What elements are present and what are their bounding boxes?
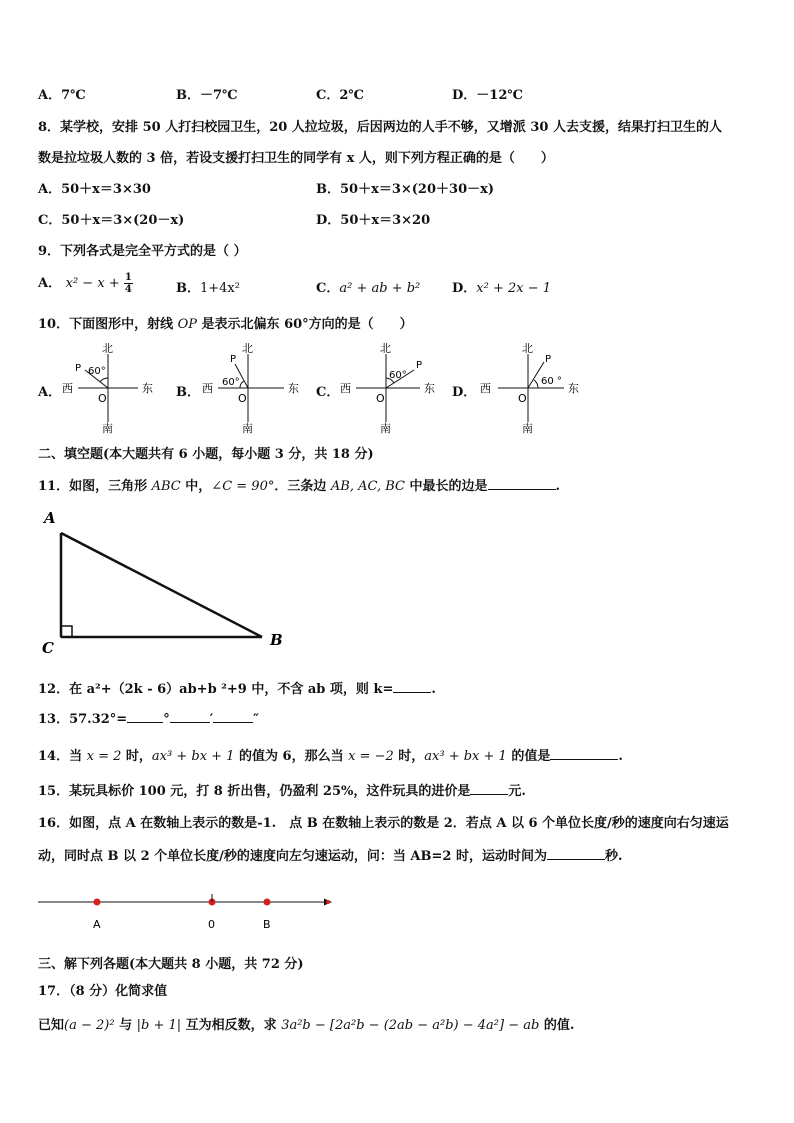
answer-blank[interactable] [393,680,431,693]
label-south: 南 [102,422,113,435]
point-a [94,899,101,906]
answer-blank-minutes[interactable] [170,710,210,723]
answer-blank[interactable] [550,747,618,760]
vertex-a: A [44,509,56,527]
q10-option-c-label: C． [316,385,340,400]
answer-blank[interactable] [488,477,556,490]
label-angle: 60° [88,366,106,377]
label-origin: O [518,392,527,405]
vertex-b: B [270,631,283,649]
q13-stem: 13．57.32°= ° ′ ″ [38,712,259,727]
q9-stem: 9．下列各式是完全平方式的是（ ） [38,244,247,259]
q10-option-d-label: D． [452,385,477,400]
label-north: 北 [242,342,253,355]
q16-number-line [36,888,336,938]
vertex-c: C [42,639,54,657]
compass-diagram-a [78,354,138,422]
label-angle: 60 ° [541,376,562,387]
q7-option-a: A．7℃ [38,88,86,103]
q8-stem-line2: 数是拉垃圾人数的 3 倍，若设支援打扫卫生的同学有 x 人，则下列方程正确的是（ ） [38,151,554,166]
q8-option-c: C．50＋x＝3×(20－x) [38,213,185,228]
q11-stem: 11．如图，三角形 ABC 中，∠C = 90°．三条边 AB, AC, BC 中最长的边是 . [38,479,561,494]
q9-option-b: B．1+4x² [176,281,240,296]
q17-stem: 已知(a − 2)² 与 |b + 1| 互为相反数，求 3a²b − [2a²b − (2ab − a²b) − 4a²] − ab 的值. [38,1018,575,1033]
q10-option-a-label: A． [38,385,62,400]
label-east: 东 [288,382,299,395]
axis-end-dot [326,900,330,904]
q10-stem: 10．下面图形中，射线 OP 是表示北偏东 60°方向的是（ ） [38,317,413,332]
label-west: 西 [340,382,351,395]
label-north: 北 [522,342,533,355]
label-angle: 60° [222,377,240,388]
label-north: 北 [380,342,391,355]
label-west: 西 [62,382,73,395]
label-east: 东 [568,382,579,395]
q8-stem-line1: 8．某学校，安排 50 人打扫校园卫生，20 人拉垃圾，后因两边的人手不够，又增派 30 人去支援，结果打扫卫生的人 [38,120,722,135]
q7-option-b: B．－7℃ [176,88,238,103]
answer-blank-degrees[interactable] [127,710,163,723]
label-o: 0 [208,918,215,931]
label-south: 南 [522,422,533,435]
q7-option-d: D．－12℃ [452,88,523,103]
point-b [264,899,271,906]
q7-option-c: C．2℃ [316,88,364,103]
label-origin: O [238,392,247,405]
label-a: A [93,918,101,931]
fraction-one-quarter: $\frac{1}{4}$ [124,272,132,295]
label-p: P [416,360,423,371]
label-west: 西 [480,382,491,395]
section-2-heading: 二、填空题(本大题共有 6 小题，每小题 3 分，共 18 分) [38,447,374,462]
label-east: 东 [424,382,435,395]
label-north: 北 [102,342,113,355]
section-3-heading: 三、解下列各题(本大题共 8 小题，共 72 分) [38,957,304,972]
q16-stem-line1: 16．如图，点 A 在数轴上表示的数是-1. 点 B 在数轴上表示的数是 2．若点 A 以 6 个单位长度/秒的速度向右匀速运 [38,816,729,831]
label-east: 东 [142,382,153,395]
q14-stem: 14．当 x = 2 时，ax³ + bx + 1 的值为 6，那么当 x = −2 时，ax³ + bx + 1 的值是 . [38,749,623,764]
label-p: P [75,363,82,374]
q12-stem: 12．在 a²+（2k - 6）ab+b ²+9 中，不含 ab 项，则 k= . [38,682,436,697]
q9-option-a: A． x² − x + $\frac{1}{4}$ [38,272,132,295]
compass-diagram-c [356,354,423,422]
answer-blank[interactable] [547,847,605,860]
label-west: 西 [202,382,213,395]
compass-diagram-d [498,354,564,422]
q9-option-c: C．a² + ab + b² [316,281,421,296]
answer-blank-seconds[interactable] [213,710,253,723]
compass-diagram-b [218,354,284,422]
q9-option-d: D．x² + 2x − 1 [452,281,552,296]
label-angle: 60° [389,370,407,381]
q10-compass-diagrams [0,340,794,435]
label-south: 南 [242,422,253,435]
label-b: B [263,918,271,931]
right-angle-marker [61,626,72,637]
label-p: P [545,354,552,365]
q8-option-a: A．50＋x＝3×30 [38,182,151,197]
label-south: 南 [380,422,391,435]
q17-title: 17．（8 分）化简求值 [38,984,168,999]
q8-option-d: D．50＋x＝3×20 [316,213,431,228]
q15-stem: 15．某玩具标价 100 元，打 8 折出售，仍盈利 25%，这件玩具的进价是 元. [38,784,526,799]
label-origin: O [98,392,107,405]
label-origin: O [376,392,385,405]
q16-stem-line2: 动，同时点 B 以 2 个单位长度/秒的速度向左匀速运动，问：当 AB=2 时，运动时间为 秒. [38,849,623,864]
q10-option-b-label: B． [176,385,200,400]
label-p: P [230,354,237,365]
answer-blank[interactable] [470,782,508,795]
q8-option-b: B．50＋x＝3×(20＋30－x) [316,182,495,197]
q11-triangle-figure [36,505,296,660]
